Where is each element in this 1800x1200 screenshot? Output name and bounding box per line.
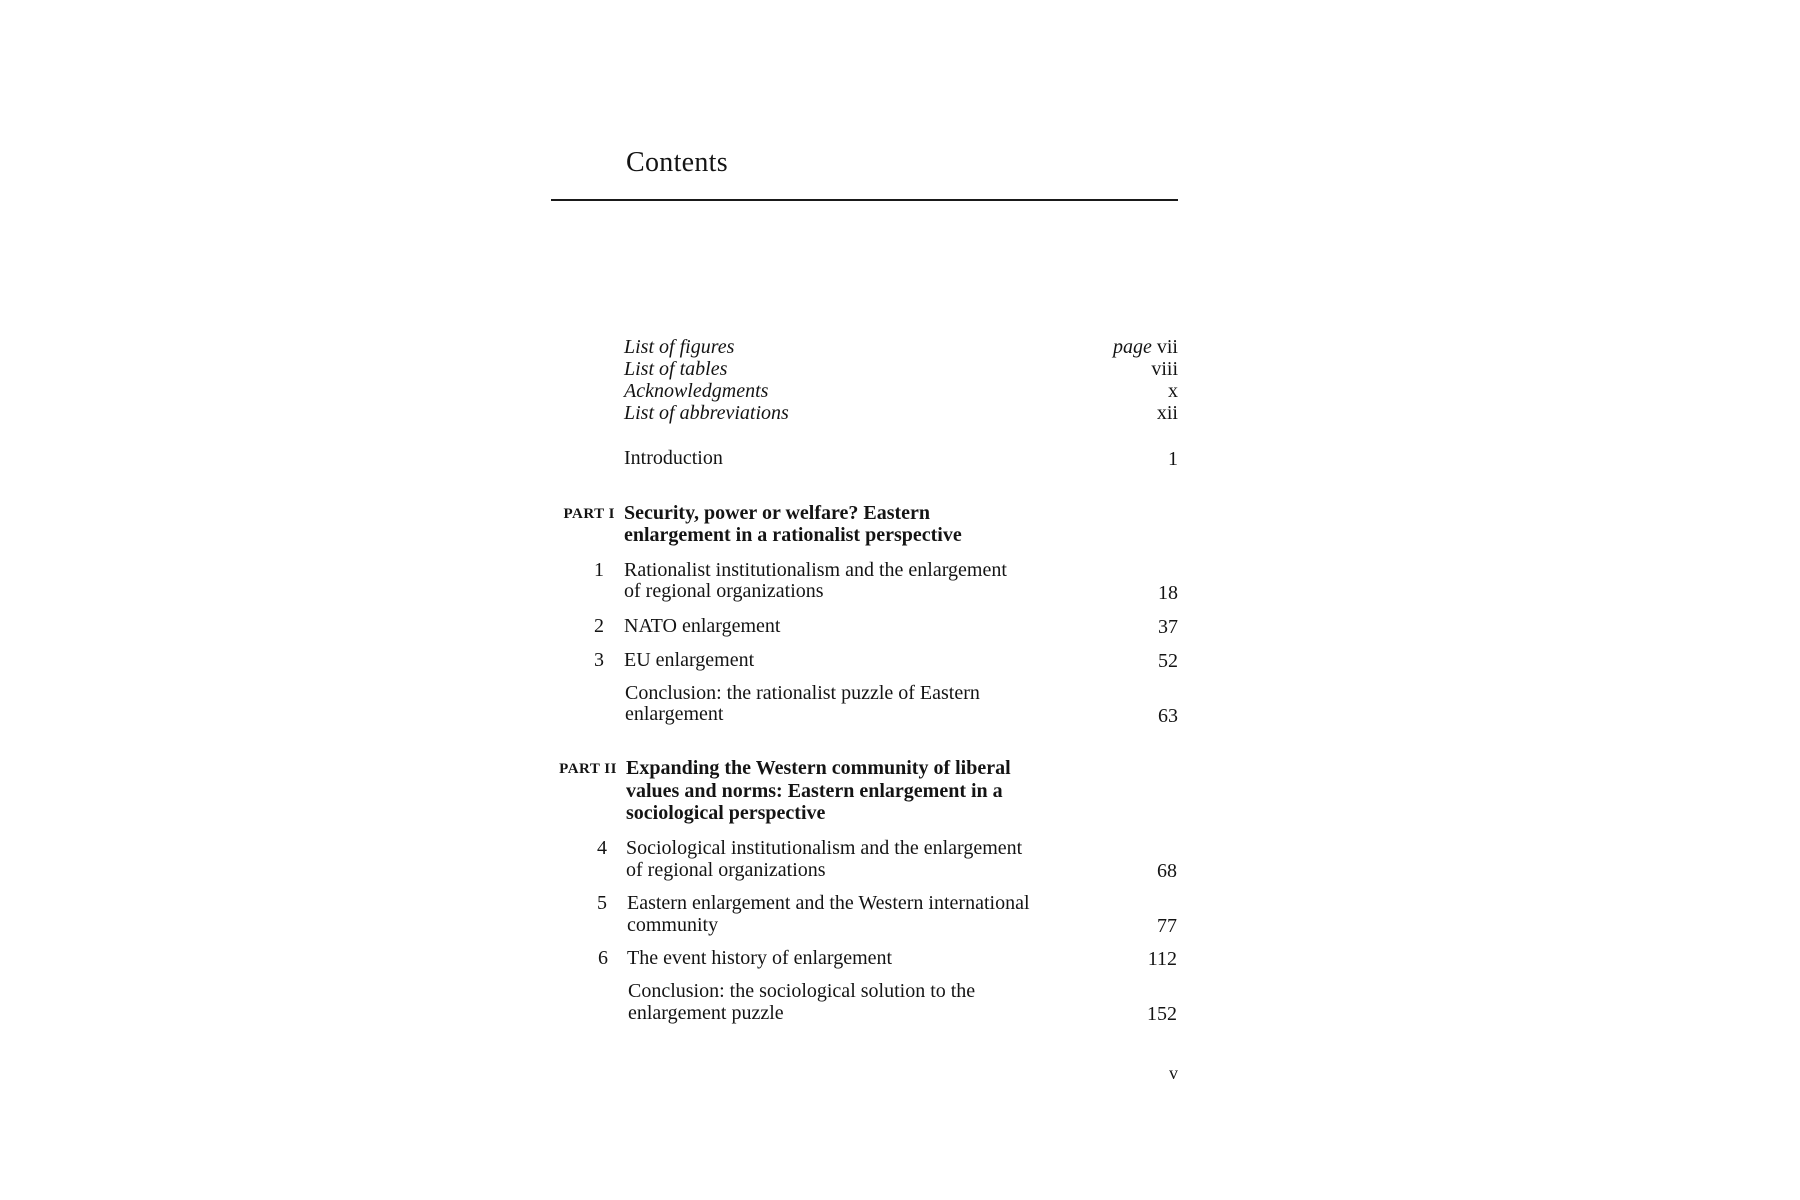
page-folio: v [1169,1063,1178,1083]
toc-entry-acknowledgments: Acknowledgments [624,380,769,402]
chapter-page: 18 [1158,582,1178,604]
chapter-page: 37 [1158,616,1178,638]
chapter-page: 52 [1158,650,1178,672]
toc-page-list-of-tables: viii [1151,358,1178,380]
chapter-title-line: NATO enlargement [624,615,781,637]
chapter-number: 2 [594,615,604,637]
toc-page-list-of-figures [1113,336,1178,358]
part-label: PART I [563,506,615,522]
chapter-number: 5 [597,892,607,914]
chapter-number: 4 [597,837,607,859]
part-title-line: enlargement in a rationalist perspective [624,524,962,546]
toc-entry-list-of-figures: List of figures [624,336,735,358]
chapter-title-line: EU enlargement [624,649,755,671]
chapter-title-line: Sociological institutionalism and the enlargement [626,837,1023,859]
page-title: Contents [626,147,728,178]
toc-page-introduction: 1 [1168,448,1178,470]
chapter-page: 152 [1147,1003,1177,1025]
chapter-title-line: The event history of enlargement [627,947,893,969]
part-label: PART II [559,761,617,777]
chapter-page: 112 [1147,948,1177,970]
heading-rule [551,199,1178,201]
chapter-number: 3 [594,649,604,671]
chapter-title-line: of regional organizations [624,580,824,602]
part-title-line: sociological perspective [626,802,826,824]
chapter-page: 77 [1157,915,1177,937]
toc-page-acknowledgments: x [1168,380,1178,402]
part-title-line: values and norms: Eastern enlargement in a [626,780,1003,802]
toc-entry-list-of-tables: List of tables [624,358,728,380]
conclusion-title-line: Conclusion: the sociological solution to the [628,980,976,1002]
toc-entry-introduction: Introduction [624,447,723,469]
chapter-title-line: of regional organizations [626,859,826,881]
conclusion-title-line: Conclusion: the rationalist puzzle of Eastern [625,682,980,704]
toc-entry-list-of-abbreviations: List of abbreviations [624,402,789,424]
part-title-line: Expanding the Western community of liberal [626,757,1011,779]
chapter-title-line: Rationalist institutionalism and the enlargement [624,559,1007,581]
conclusion-title-line: enlargement puzzle [628,1002,784,1024]
chapter-number: 1 [594,559,604,581]
toc-page-list-of-abbreviations: xii [1156,402,1178,424]
chapter-number: 6 [598,947,608,969]
chapter-title-line: Eastern enlargement and the Western international [627,892,1030,914]
chapter-page: 68 [1157,860,1177,882]
chapter-page: 63 [1158,705,1178,727]
part-title-line: Security, power or welfare? Eastern [624,502,931,524]
chapter-title-line: community [627,914,719,936]
page-number: vii [1156,336,1178,358]
page-prefix: page [1112,336,1152,358]
conclusion-title-line: enlargement [625,703,724,725]
